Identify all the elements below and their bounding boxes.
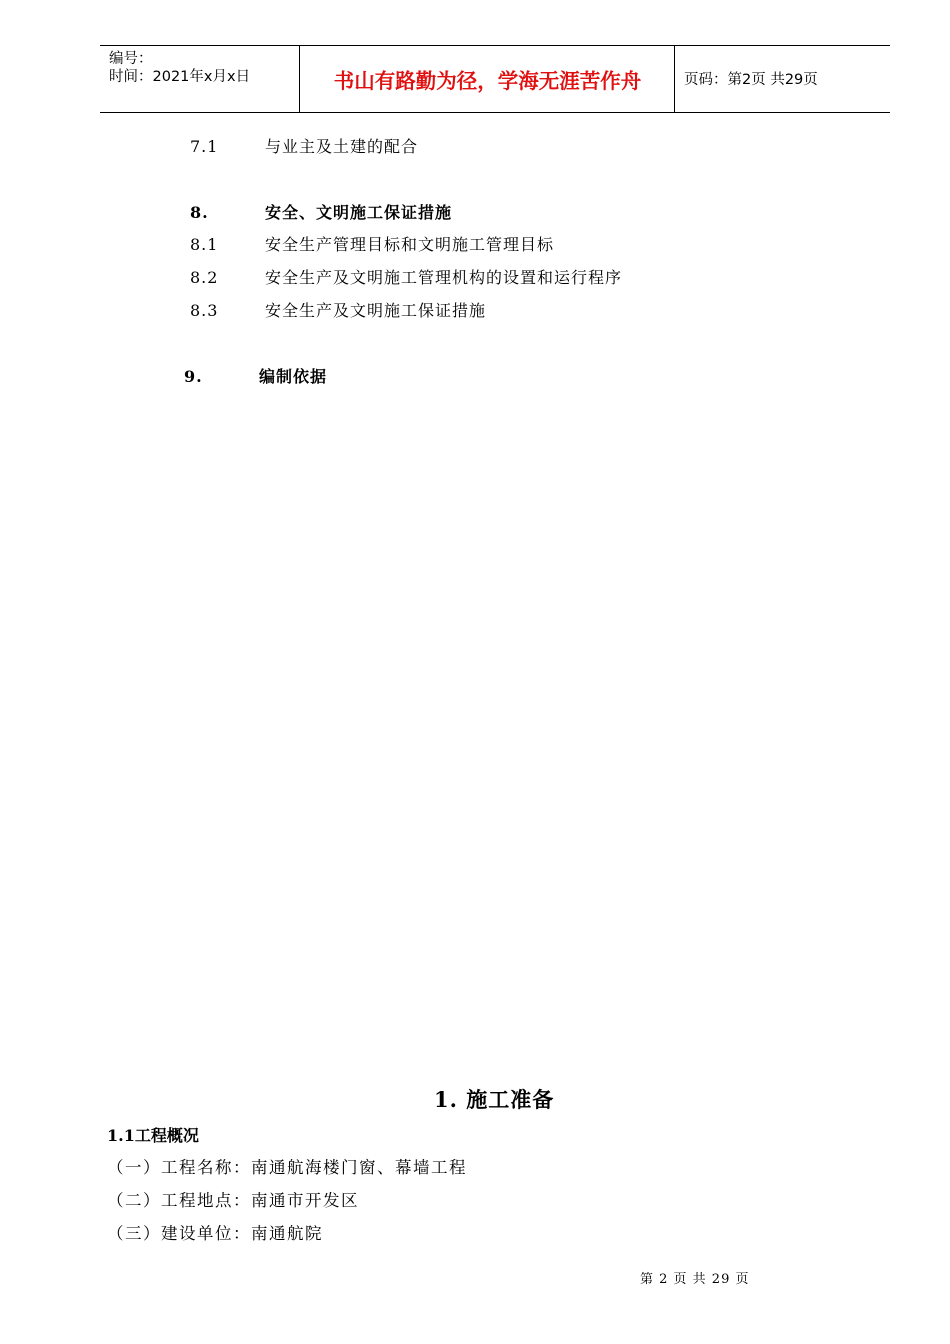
toc-item-title: 安全、文明施工保证措施 [265,203,453,222]
toc-item-number: 8. [190,203,209,222]
toc-item-title: 安全生产及文明施工管理机构的设置和运行程序 [265,268,623,287]
document-time-label: 时间：2021年x月x日 [109,69,251,85]
project-info-line: （三）建设单位：南通航院 [107,1224,323,1243]
document-header [100,45,890,113]
page-footer: 第 2 页 共 29 页 [640,1272,750,1287]
toc-item-number: 9. [184,367,203,386]
header-meta-cell [100,46,300,112]
section-heading: 1. 施工准备 [434,1087,555,1112]
toc-item-title: 安全生产管理目标和文明施工管理目标 [265,235,555,254]
header-motto-cell [300,46,675,112]
document-number-label: 编号： [109,51,153,67]
toc-item-number: 8.2 [190,268,219,287]
project-info-line: （二）工程地点：南通市开发区 [107,1191,359,1210]
toc-item-title: 编制依据 [259,367,328,386]
toc-item-title: 安全生产及文明施工保证措施 [265,301,487,320]
header-motto: 书山有路勤为径，学海无涯苦作舟 [333,69,642,93]
toc-item-title: 与业主及土建的配合 [265,137,419,156]
toc-item-number: 8.3 [190,301,219,320]
project-info-line: （一）工程名称：南通航海楼门窗、幕墙工程 [107,1158,467,1177]
header-page-label: 页码：第2页 共29页 [684,72,818,88]
toc-item-number: 7.1 [190,137,219,156]
toc-item-number: 8.1 [190,235,219,254]
subsection-heading: 1.1工程概况 [107,1126,199,1145]
header-page-cell [675,46,890,112]
